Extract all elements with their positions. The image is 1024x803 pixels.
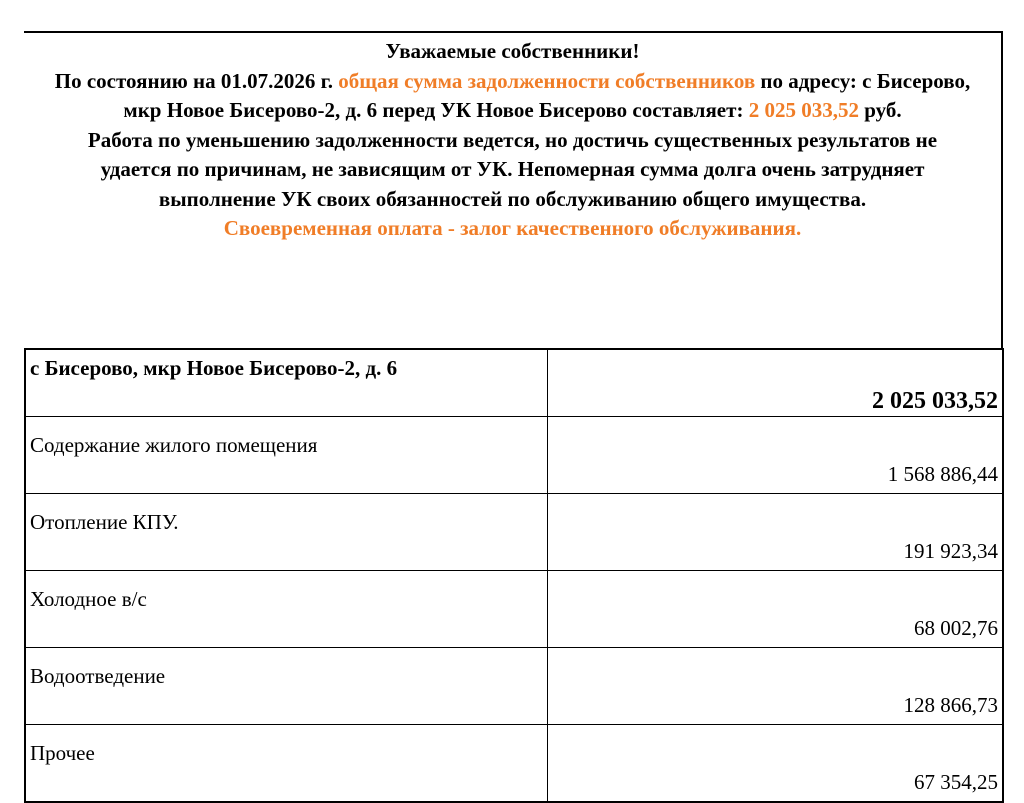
row-label: Водоотведение	[25, 648, 547, 725]
row-value: 128 866,73	[547, 648, 1003, 725]
row-label: Холодное в/с	[25, 571, 547, 648]
notice-currency: руб.	[864, 98, 902, 122]
table-row	[25, 648, 1003, 725]
table-header-row	[25, 349, 1003, 417]
row-label: Содержание жилого помещения	[25, 417, 547, 494]
notice-paragraph-1	[54, 67, 971, 126]
total-debt-cell: 2 025 033,52	[547, 349, 1003, 417]
row-value: 67 354,25	[547, 725, 1003, 803]
debt-notice	[24, 31, 1003, 349]
notice-date-text: По состоянию на 01.07.2026 г.	[54, 68, 334, 93]
table-row	[25, 725, 1003, 803]
notice-greeting: Уважаемые собственники!	[385, 39, 640, 63]
address-cell: с Бисерово, мкр Новое Бисерово-2, д. 6	[25, 349, 547, 417]
table-row	[25, 571, 1003, 648]
notice-total-amount: 2 025 033,52	[748, 98, 859, 122]
row-label: Отопление КПУ.	[25, 494, 547, 571]
notice-paragraph-2: Работа по уменьшению задолженности ведется, но достичь существенных результатов не удается по причинам, не зависящим от УК. Непомерная сумма долга очень затрудняет выполнение УК своих обязанностей по обслуживанию общего имущества.	[87, 127, 938, 211]
table-row	[25, 417, 1003, 494]
debt-table	[24, 348, 1004, 803]
table-row	[25, 494, 1003, 571]
row-value: 1 568 886,44	[547, 417, 1003, 494]
row-label: Прочее	[25, 725, 547, 803]
row-value: 68 002,76	[547, 571, 1003, 648]
notice-highlight: общая сумма задолженности собственников	[338, 68, 756, 93]
row-value: 191 923,34	[547, 494, 1003, 571]
notice-address-text: по адресу: с Бисерово, мкр Новое Бисерово-2, д. 6 перед УК Новое Бисерово составляет:	[123, 68, 971, 122]
notice-slogan: Своевременная оплата - залог качественного обслуживания.	[223, 216, 802, 240]
